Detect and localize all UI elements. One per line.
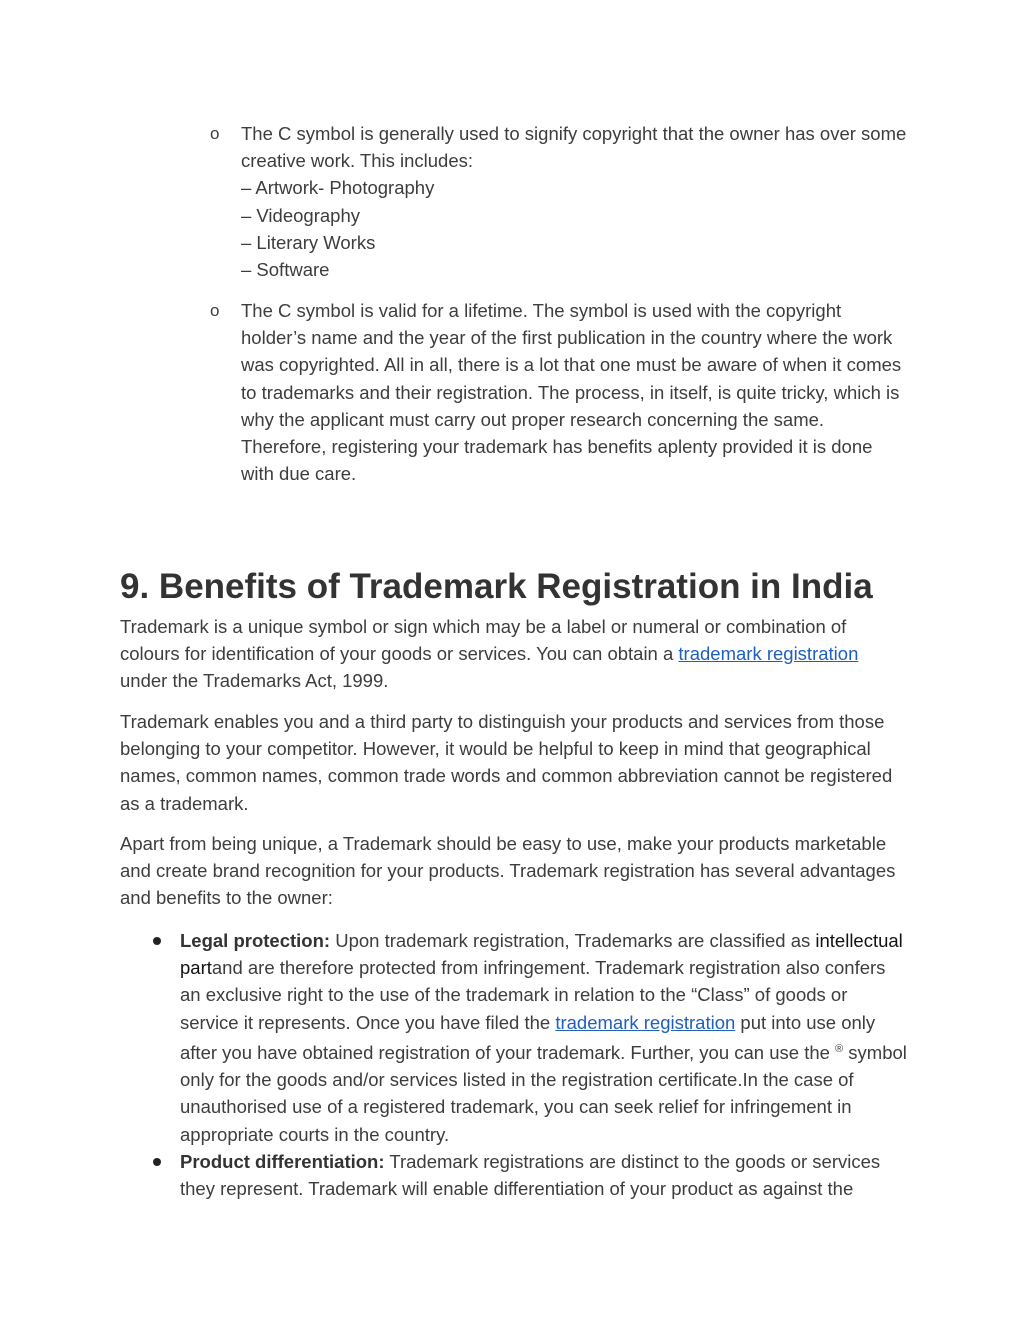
paragraph-advantages: Apart from being unique, a Trademark should be easy to use, make your products marketable and create brand recognition for your products. Trademark registration has several advantages and benefits to the owner: [120, 833, 896, 909]
benefit-text: symbol only for the goods and/or services listed in the registration certificate.In the case of unauthorised use of a registered trademark, you can seek relief for infringement in appropriate courts in the country. [180, 1041, 907, 1145]
paragraph-distinguish: Trademark enables you and a third party to distinguish your products and services from those belonging to your competitor. However, it would be helpful to keep in mind that geographical names, common names, common trade words and common abbreviation cannot be registered as a trademark. [120, 711, 893, 814]
sub-bullet-list [210, 120, 910, 283]
benefit-text: Trademark registrations are distinct to the goods or services they represent. Trademark will enable differentiation of your product as against the [180, 1150, 881, 1199]
benefit-title: Product differentiation: [180, 1150, 385, 1172]
sub-bullet-copyright-validity [210, 297, 910, 487]
bullet-dot-icon [153, 937, 161, 945]
registered-symbol: ® [835, 1042, 844, 1055]
paragraph-text: Trademark is a unique symbol or sign which may be a label or numeral or combination of colours for identification of your goods or services. You can obtain a [120, 616, 847, 665]
paragraph-text: under the Trademarks Act, 1999. [120, 670, 389, 692]
benefit-text: and are therefore protected from infringement. Trademark registration also confers an exclusive right to the use of the trademark in relation to the “Class” of goods or service it represents. Once you have filed the [180, 957, 886, 1033]
paragraph-trademark-definition [120, 613, 910, 695]
benefit-text: put into use only after you have obtained registration of your trademark. Further, you can use the [180, 1011, 876, 1063]
benefit-text: Upon trademark registration, Trademarks are classified as [330, 930, 816, 951]
bullet-dot-icon [153, 1158, 161, 1166]
sub-bullet-line: – Artwork- Photography [241, 177, 435, 199]
sub-bullet-line: – Videography [241, 204, 360, 226]
section-heading: 9. Benefits of Trademark Registration in India [120, 567, 873, 606]
sub-bullet-text: The C symbol is generally used to signify copyright that the owner has over some creative work. This includes: [241, 123, 907, 172]
circle-bullet-icon: o [210, 124, 220, 143]
sub-bullet-line: – Literary Works [241, 231, 376, 253]
circle-bullet-icon: o [210, 301, 220, 320]
sub-bullet-text: The C symbol is valid for a lifetime. The symbol is used with the copyright holder’s name and the year of the first publication in the country where the work was copyrighted. All in all, there is a lot that one must be aware of when it comes to trademarks and their registration. The process, in itself, is quite tricky, which is why the applicant must carry out proper research concerning the same. Therefore, registering your trademark has benefits aplenty provided it is done with due care. [241, 300, 902, 485]
sub-bullet-list-2 [210, 297, 910, 487]
sub-bullet-line: – Software [241, 259, 330, 281]
trademark-registration-link-2[interactable]: trademark registration [555, 1011, 736, 1033]
benefit-text-highlight: intellectual part [180, 930, 903, 979]
benefit-legal-protection [150, 927, 910, 1148]
benefit-product-differentiation [150, 1148, 910, 1202]
benefit-title: Legal protection: [180, 930, 331, 951]
benefits-list [150, 927, 910, 1202]
trademark-registration-link[interactable]: trademark registration [678, 643, 859, 665]
sub-bullet-copyright-uses [210, 120, 910, 283]
